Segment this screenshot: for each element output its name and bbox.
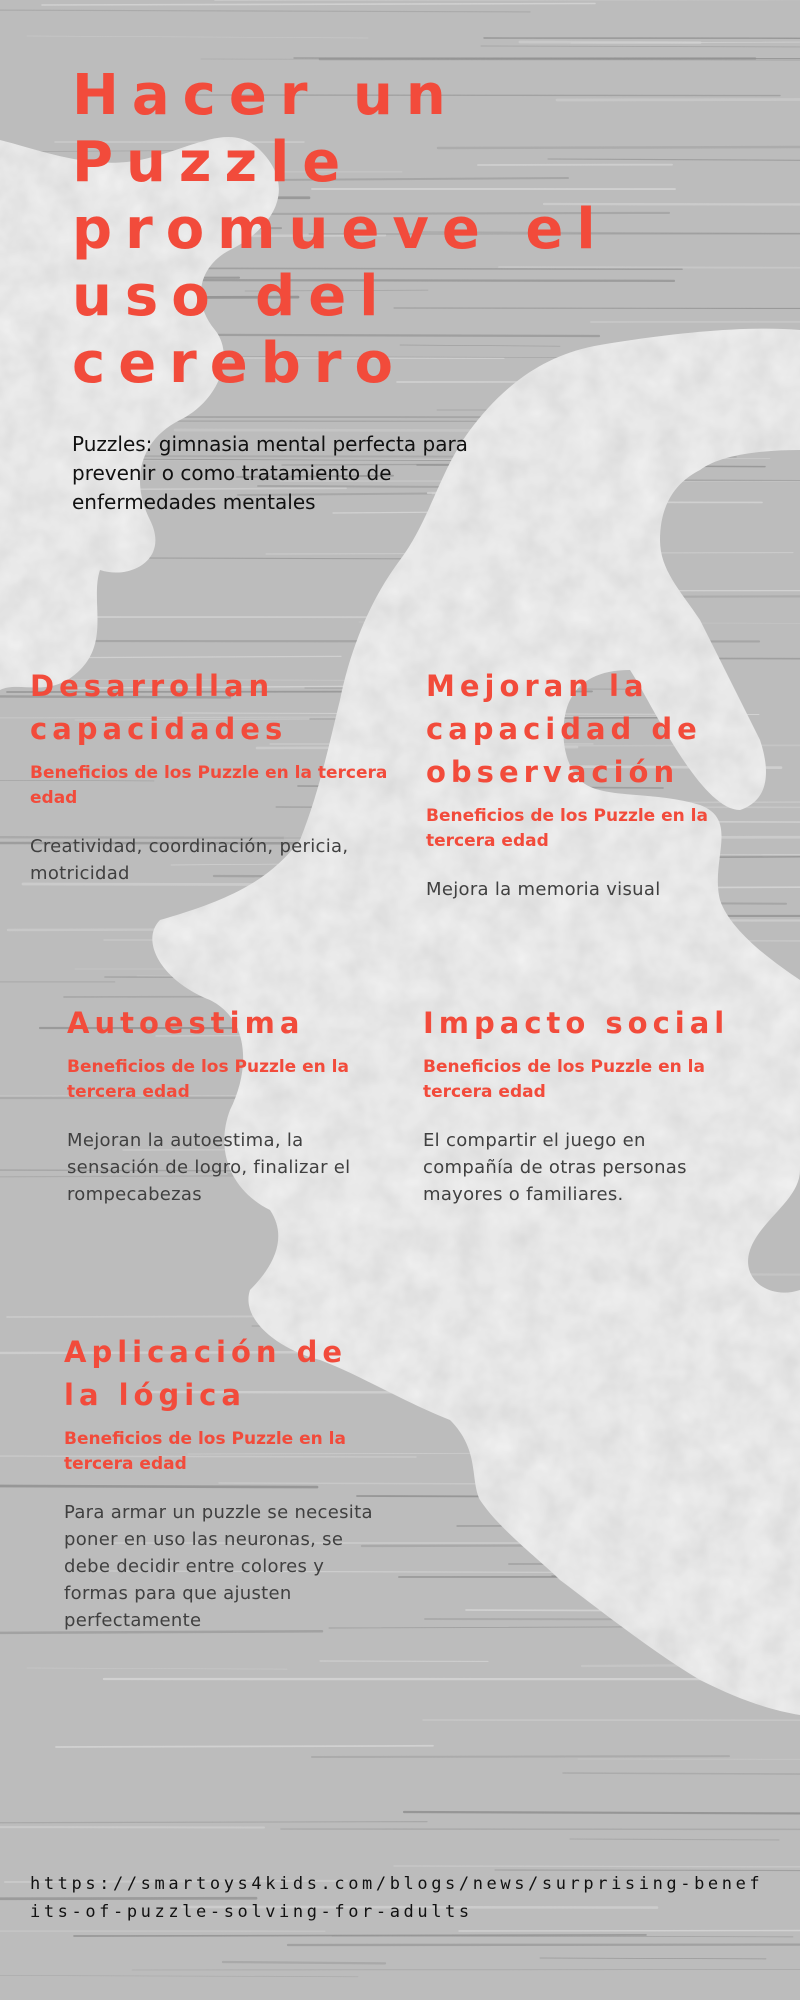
- benefit-subtitle: Beneficios de los Puzzle en la tercera edad: [64, 1429, 346, 1474]
- benefit-title: Desarrollan capacidades: [30, 669, 288, 746]
- source-url: https://smartoys4kids.com/blogs/news/surprising-benefits-of-puzzle-solving-for-adults: [30, 1874, 764, 1922]
- benefit-card-capacidades: [30, 665, 390, 887]
- page-subtitle: Puzzles: gimnasia mental perfecta para prevenir o como tratamiento de enfermedades mentales: [72, 432, 468, 514]
- benefit-card-observacion: [426, 665, 766, 903]
- benefit-card-impacto-social: [423, 1002, 733, 1208]
- page-title: Hacer un Puzzle promueve el uso del cerebro: [72, 63, 609, 396]
- benefit-title: Aplicación de la lógica: [64, 1335, 348, 1412]
- benefit-description: Creatividad, coordinación, pericia, motricidad: [30, 836, 349, 884]
- benefit-title: Impacto social: [423, 1006, 730, 1040]
- benefit-subtitle: Beneficios de los Puzzle en la tercera edad: [423, 1057, 705, 1102]
- benefit-subtitle: Beneficios de los Puzzle en la tercera edad: [426, 806, 708, 851]
- benefit-subtitle: Beneficios de los Puzzle en la tercera edad: [67, 1057, 349, 1102]
- benefit-description: Mejora la memoria visual: [426, 879, 661, 900]
- benefit-title: Mejoran la capacidad de observación: [426, 669, 702, 789]
- benefit-description: Mejoran la autoestima, la sensación de logro, finalizar el rompecabezas: [67, 1130, 351, 1205]
- benefit-card-autoestima: [67, 1002, 387, 1208]
- benefit-subtitle: Beneficios de los Puzzle en la tercera edad: [30, 763, 388, 808]
- benefit-description: El compartir el juego en compañía de otras personas mayores o familiares.: [423, 1130, 687, 1205]
- benefit-title: Autoestima: [67, 1006, 305, 1040]
- benefit-card-logica: [64, 1331, 394, 1634]
- benefit-description: Para armar un puzzle se necesita poner en uso las neuronas, se debe decidir entre colores y formas para que ajusten perfectamente: [64, 1502, 373, 1631]
